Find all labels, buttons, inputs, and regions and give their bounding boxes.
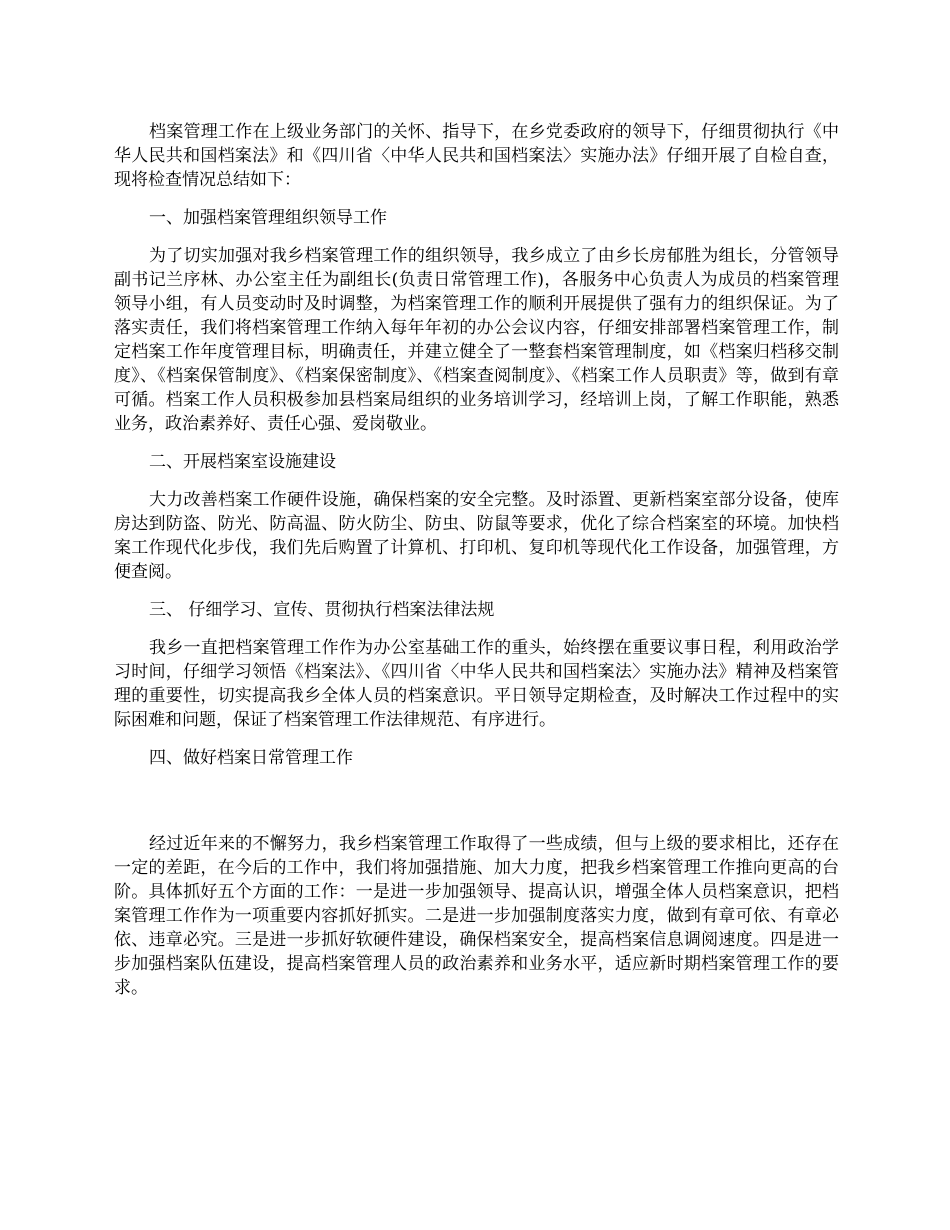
section-1-heading: 一、加强档案管理组织领导工作 [149, 208, 387, 228]
conclusion-paragraph: 经过近年来的不懈努力，我乡档案管理工作取得了一些成绩，但与上级的要求相比，还存在一定的差距，在今后的工作中，我们将加强措施、加大力度，把我乡档案管理工作推向更高的台阶。具体抓好五个方面的工作：一是进一步加强领导、提高认识，增强全体人员档案意识，把档案管理工作作为一项重要内容抓好抓实。二是进一步加强制度落实力度，做到有章可依、有章必依、违章必究。三是进一步抓好软硬件建设，确保档案安全，提高档案信息调阅速度。四是进一步加强档案队伍建设，提高档案管理人员的政治素养和业务水平，适应新时期档案管理工作的要求。 [114, 834, 839, 998]
section-2-heading: 二、开展档案室设施建设 [149, 452, 336, 472]
document-body [114, 120, 839, 1014]
blank-space [114, 784, 839, 832]
section-2-paragraph: 大力改善档案工作硬件设施，确保档案的安全完整。及时添置、更新档案室部分设备，使库房达到防盗、防光、防高温、防火防尘、防虫、防鼠等要求，优化了综合档案室的环境。加快档案工作现代化步伐，我们先后购置了计算机、打印机、复印机等现代化工作设备，加强管理，方便查阅。 [114, 490, 839, 582]
section-1-paragraph: 为了切实加强对我乡档案管理工作的组织领导，我乡成立了由乡长房郁胜为组长，分管领导副书记兰序林、办公室主任为副组长(负责日常管理工作)，各服务中心负责人为成员的档案管理领导小组，有人员变动时及时调整，为档案管理工作的顺利开展提供了强有力的组织保证。为了落实责任，我们将档案管理工作纳入每年年初的办公会议内容，仔细安排部署档案管理工作，制定档案工作年度管理目标，明确责任，并建立健全了一整套档案管理制度，如《档案归档移交制度》、《档案保管制度》、《档案保密制度》、《档案查阅制度》、《档案工作人员职责》等，做到有章可循。档案工作人员积极参加县档案局组织的业务培训学习，经培训上岗，了解工作职能，熟悉业务，政治素养好、责任心强、爱岗敬业。 [114, 246, 839, 434]
intro-paragraph: 档案管理工作在上级业务部门的关怀、指导下，在乡党委政府的领导下，仔细贯彻执行《中华人民共和国档案法》和《四川省〈中华人民共和国档案法〉实施办法》仔细开展了自检自查，现将检查情况总结如下： [114, 122, 839, 190]
section-4-heading: 四、做好档案日常管理工作 [149, 748, 353, 768]
section-3-heading: 三、 仔细学习、宣传、贯彻执行档案法律法规 [149, 600, 495, 620]
section-3-paragraph: 我乡一直把档案管理工作作为办公室基础工作的重头，始终摆在重要议事日程，利用政治学习时间，仔细学习领悟《档案法》、《四川省〈中华人民共和国档案法〉实施办法》精神及档案管理的重要性，切实提高我乡全体人员的档案意识。平日领导定期检查，及时解决工作过程中的实际困难和问题，保证了档案管理工作法律规范、有序进行。 [114, 638, 839, 730]
